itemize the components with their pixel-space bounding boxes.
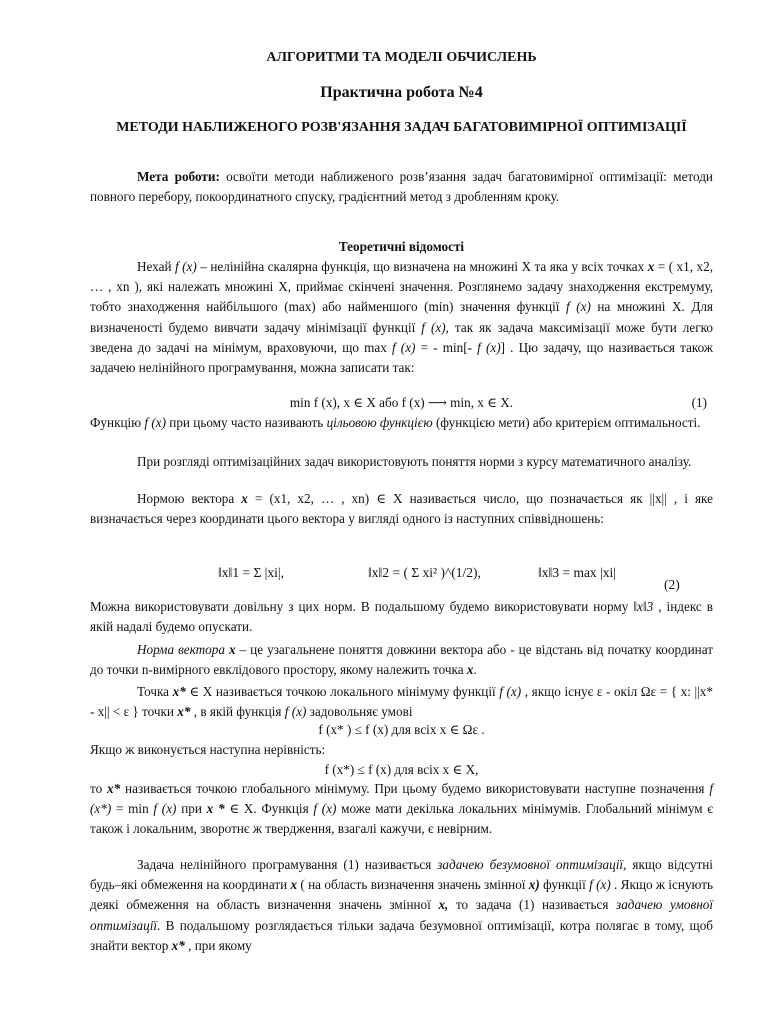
paragraph-inequality-intro: Якщо ж виконується наступна нерівність: bbox=[90, 742, 326, 757]
paragraph-global-minimum bbox=[90, 779, 713, 840]
text: називається точкою глобального мінімуму. При цьому будемо використовувати наступне позначення bbox=[120, 781, 710, 796]
text: , якщо існує ε - окіл Ωε = { x: ||x* - x|| < ε } точки bbox=[90, 684, 713, 720]
formula: f (x) bbox=[391, 339, 416, 355]
formula: f (x) bbox=[421, 319, 446, 335]
text: , при якому bbox=[184, 937, 252, 953]
text: , якщо відсутні будь–які обмеження на координати bbox=[90, 857, 713, 893]
text: то задача (1) називається bbox=[448, 897, 617, 913]
formula: f (x) bbox=[284, 704, 307, 720]
paragraph-function-definition bbox=[90, 257, 713, 378]
text: Задача нелінійного програмування (1) називається bbox=[137, 857, 438, 872]
formula: f (x) bbox=[175, 259, 197, 274]
norm-2-formula: ‖x‖2 = ( Σ xi² )^(1/2), bbox=[368, 565, 481, 580]
equation-global-condition: f (x*) ≤ f (x) для всіх x ∈ X, bbox=[324, 762, 479, 777]
text: ∈ X. Функція bbox=[224, 801, 314, 817]
text: . В подальшому розглядається тільки задача безумовної оптимізації, котра полягає в тому, щоб знайти вектор bbox=[90, 917, 713, 953]
formula: x) bbox=[528, 877, 540, 893]
emphasis: Норма вектора bbox=[137, 642, 225, 657]
norm-3-formula: ‖x‖3 = max |xi| bbox=[538, 565, 616, 580]
section-heading-theory: Теоретичні відомості bbox=[338, 239, 465, 254]
goal-text: освоїти методи наближеного розв’язання задач багатовимірної оптимізації: методи повного перебору, покоординатного спуску, градієнтний метод з дробленням кроку. bbox=[90, 169, 713, 205]
text: = (x1, x2, … , xn) ∈ X називається число, що позначається як ||x|| , і яке визначається через координати цього вектора у вигляді одного із наступних співвідношень: bbox=[90, 491, 713, 527]
paragraph-norm-choice bbox=[90, 597, 713, 637]
text: Можна використовувати довільну з цих норм. В подальшому будемо використовувати норму bbox=[90, 599, 634, 614]
text: = ( x1, x2, … , xn ), які належать множині X, приймає скінчені значення. Розглянемо задачу знаходження екстремуму, тобто знаходження найбільшого (max) або найменшого (min) значення функції bbox=[90, 259, 713, 315]
formula: x* bbox=[177, 704, 191, 720]
formula: x* bbox=[172, 684, 186, 699]
formula: x bbox=[647, 259, 655, 274]
text: ( на область визначення значень змінної bbox=[297, 877, 529, 893]
text: . Якщо ж існують деякі обмеження на область визначення значень змінної bbox=[90, 877, 713, 913]
paragraph-objective-function bbox=[90, 413, 713, 433]
text: Функцію bbox=[90, 415, 145, 430]
equation-local-condition: f (x* ) ≤ f (x) для всіх x ∈ Ωε . bbox=[318, 722, 485, 737]
text: – нелінійна скалярна функція, що визначена на множині X та яка у всіх точках bbox=[196, 259, 648, 274]
text: ∈ X називається точкою локального мінімуму функції bbox=[185, 684, 500, 699]
equation-1 bbox=[90, 393, 713, 413]
norm-1-formula: ‖x‖1 = Σ |xi|, bbox=[218, 565, 284, 580]
formula: ‖x‖3 bbox=[633, 599, 654, 614]
paragraph-norm-definition bbox=[90, 489, 713, 529]
formula: f (x*) bbox=[90, 781, 713, 817]
equation-2 bbox=[218, 553, 708, 593]
equation-number: (1) bbox=[691, 395, 707, 410]
text: , в якій функція bbox=[190, 704, 285, 720]
formula: x bbox=[241, 491, 248, 506]
goal-label: Мета роботи: bbox=[137, 169, 220, 184]
text: Нормою вектора bbox=[137, 491, 242, 506]
text: задовольняє умові bbox=[306, 704, 413, 720]
topic-title: МЕТОДИ НАБЛИЖЕНОГО РОЗВ'ЯЗАННЯ ЗАДАЧ БАГАТОВИМІРНОЇ ОПТИМІЗАЦІЇ bbox=[116, 120, 687, 135]
goal-paragraph bbox=[90, 167, 713, 207]
formula: f (x) bbox=[153, 801, 177, 817]
paragraph-optimization-types bbox=[90, 855, 713, 956]
paragraph-norm-meaning bbox=[90, 640, 713, 680]
emphasis: задачею умовної оптимізації bbox=[90, 897, 713, 933]
text: функції bbox=[539, 877, 590, 893]
emphasis: задачею безумовної оптимізації bbox=[437, 857, 624, 872]
work-title: Практична робота №4 bbox=[320, 84, 483, 101]
text: ] . Цю задачу, що називається також задачею нелінійного програмування, можна записати так: bbox=[90, 339, 713, 376]
course-title: АЛГОРИТМИ ТА МОДЕЛІ ОБЧИСЛЕНЬ bbox=[266, 50, 537, 65]
text: Точка bbox=[137, 684, 173, 699]
emphasis: цільовою функцією bbox=[326, 415, 433, 430]
text: , так як задача максимізації може бути легко зведена до задачі на мінімум, враховуючи, що max bbox=[90, 319, 713, 355]
text: Нехай bbox=[137, 259, 176, 274]
formula: x, bbox=[438, 897, 449, 913]
formula: x* bbox=[107, 781, 121, 796]
formula: f (x) bbox=[566, 299, 591, 315]
formula: x bbox=[466, 662, 474, 678]
paragraph-norm-intro: При розгляді оптимізаційних задач використовують поняття норми з курсу математичного аналізу. bbox=[137, 454, 692, 469]
formula: f (x) bbox=[589, 877, 611, 893]
formula: f (x) bbox=[477, 339, 501, 355]
text: на множині X. Для визначеності будемо вивчати задачу мінімізації функції bbox=[90, 299, 713, 335]
text: . bbox=[473, 662, 477, 678]
formula: f (x) bbox=[313, 801, 337, 817]
formula: x* bbox=[171, 937, 185, 953]
equation-number: (2) bbox=[664, 577, 680, 592]
text: при bbox=[176, 801, 207, 817]
formula: x * bbox=[206, 801, 225, 817]
text: (функцією мети) або критерієм оптимальності. bbox=[432, 415, 701, 430]
formula: x bbox=[290, 877, 298, 893]
text: – це узагальнене поняття довжини вектора або - це відстань від початку координат до точки n-вимірного евклідового простору, якому належить точка bbox=[90, 642, 713, 678]
text: то bbox=[90, 781, 108, 796]
text: = - min[- bbox=[415, 339, 478, 355]
text: може мати декілька локальних мінімумів. Глобальний мінімум є також і локальним, зворотнє ж твердження, взагалі кажучи, є невірним. bbox=[90, 801, 714, 837]
text: , індекс в якій надалі будемо опускати. bbox=[90, 599, 713, 635]
formula: x bbox=[224, 642, 236, 657]
formula: f (x) bbox=[144, 415, 166, 430]
equation-text: min f (x), x ∈ X або f (x) ⟶ min, x ∈ X. bbox=[289, 395, 514, 410]
text: при цьому часто називають bbox=[165, 415, 327, 430]
formula: f (x) bbox=[499, 684, 522, 699]
text: = min bbox=[111, 801, 154, 817]
paragraph-local-minimum bbox=[90, 682, 713, 722]
